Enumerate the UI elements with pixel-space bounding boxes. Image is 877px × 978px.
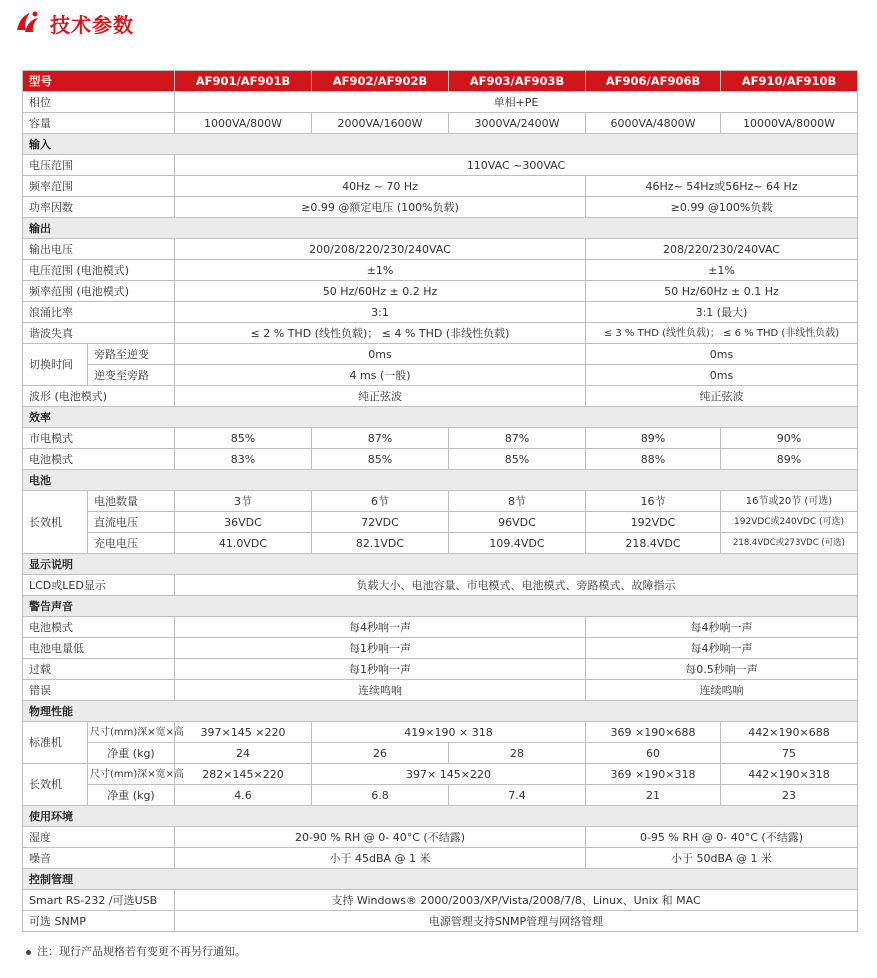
table-row (23, 155, 858, 176)
table-row (23, 302, 858, 323)
table-cell: 109.4VDC (449, 533, 586, 554)
row-label: Smart RS-232 /可选USB (23, 890, 175, 911)
table-row (23, 386, 858, 407)
section-title: 物理性能 (23, 701, 858, 722)
table-cell: 8节 (449, 491, 586, 512)
table-cell: 85% (449, 449, 586, 470)
table-row (23, 323, 858, 344)
table-row (23, 575, 858, 596)
section-row-physical (23, 701, 858, 722)
row-label: 谐波失真 (23, 323, 175, 344)
table-cell: ≤ 3 % THD (线性负载)； ≤ 6 % THD (非线性负载) (586, 323, 858, 344)
table-cell: 4.6 (175, 785, 312, 806)
table-cell: 6.8 (312, 785, 449, 806)
table-cell: 82.1VDC (312, 533, 449, 554)
table-cell: 单相+PE (175, 92, 858, 113)
table-cell: 16节或20节 (可选) (721, 491, 858, 512)
row-label: 尺寸(mm)深×宽×高 (88, 764, 175, 785)
table-cell: 3:1 (175, 302, 586, 323)
table-cell: 电源管理支持SNMP管理与网络管理 (175, 911, 858, 932)
table-cell: ≥0.99 @额定电压 (100%负载) (175, 197, 586, 218)
row-label: 频率范围 (23, 176, 175, 197)
table-cell: ±1% (175, 260, 586, 281)
row-label: 旁路至逆变 (88, 344, 175, 365)
table-cell: 218.4VDC或273VDC (可选) (721, 533, 858, 554)
row-label: 波形 (电池模式) (23, 386, 175, 407)
row-label: 容量 (23, 113, 175, 134)
table-cell: ±1% (586, 260, 858, 281)
row-label: 尺寸(mm)深×宽×高 (88, 722, 175, 743)
table-cell: 26 (312, 743, 449, 764)
table-cell: 60 (586, 743, 721, 764)
row-label: 净重 (kg) (88, 785, 175, 806)
table-cell: 208/220/230/240VAC (586, 239, 858, 260)
table-cell: 1000VA/800W (175, 113, 312, 134)
table-cell: 50 Hz/60Hz ± 0.1 Hz (586, 281, 858, 302)
section-title: 输入 (23, 134, 858, 155)
table-cell: 纯正弦波 (586, 386, 858, 407)
table-cell: 23 (721, 785, 858, 806)
table-cell: 4 ms (一般) (175, 365, 586, 386)
table-row (23, 617, 858, 638)
table-cell: 72VDC (312, 512, 449, 533)
table-row (23, 344, 858, 365)
row-label: 逆变至旁路 (88, 365, 175, 386)
section-row-input (23, 134, 858, 155)
table-cell: ≤ 2 % THD (线性负载)； ≤ 4 % THD (非线性负载) (175, 323, 586, 344)
table-row (23, 680, 858, 701)
header-cell-af910: AF910/AF910B (721, 71, 858, 92)
row-label: 充电电压 (88, 533, 175, 554)
table-cell: 89% (721, 449, 858, 470)
row-label: 频率范围 (电池模式) (23, 281, 175, 302)
table-cell: 192VDC或240VDC (可选) (721, 512, 858, 533)
table-cell: 2000VA/1600W (312, 113, 449, 134)
table-cell: 192VDC (586, 512, 721, 533)
table-cell: 369 ×190×688 (586, 722, 721, 743)
section-title: 显示说明 (23, 554, 858, 575)
table-cell: 110VAC ~300VAC (175, 155, 858, 176)
row-label: 噪音 (23, 848, 175, 869)
spec-table (22, 70, 858, 932)
table-cell: 442×190×688 (721, 722, 858, 743)
section-row-control (23, 869, 858, 890)
table-cell: 40Hz ~ 70 Hz (175, 176, 586, 197)
table-cell: 小于 45dBA @ 1 米 (175, 848, 586, 869)
row-label: 电压范围 (电池模式) (23, 260, 175, 281)
header-cell-af906: AF906/AF906B (586, 71, 721, 92)
row-label: 市电模式 (23, 428, 175, 449)
table-cell: 16节 (586, 491, 721, 512)
section-row-environment (23, 806, 858, 827)
table-row (23, 239, 858, 260)
page-title: 技术参数 (50, 12, 134, 37)
table-row (23, 533, 858, 554)
table-cell: 6节 (312, 491, 449, 512)
table-cell: 0ms (586, 344, 858, 365)
footnote-text: 注：现行产品规格若有变更不再另行通知。 (37, 945, 246, 958)
bullet-icon (26, 950, 31, 955)
table-cell: 0ms (586, 365, 858, 386)
section-title: 效率 (23, 407, 858, 428)
table-cell: 397×145 ×220 (175, 722, 312, 743)
table-cell: 89% (586, 428, 721, 449)
table-cell: 纯正弦波 (175, 386, 586, 407)
table-row (23, 848, 858, 869)
table-cell: 负载大小、电池容量、市电模式、电池模式、旁路模式、故障指示 (175, 575, 858, 596)
table-cell: 96VDC (449, 512, 586, 533)
section-row-display (23, 554, 858, 575)
table-row (23, 113, 858, 134)
row-label: 电池模式 (23, 617, 175, 638)
table-row (23, 512, 858, 533)
section-title: 控制管理 (23, 869, 858, 890)
table-cell: 46Hz~ 54Hz或56Hz~ 64 Hz (586, 176, 858, 197)
table-cell: 每1秒响一声 (175, 638, 586, 659)
row-group-label: 切换时间 (23, 344, 88, 386)
row-group-label: 标准机 (23, 722, 88, 764)
table-cell: 每4秒响一声 (175, 617, 586, 638)
row-label: 浪涌比率 (23, 302, 175, 323)
table-row (23, 491, 858, 512)
table-row (23, 365, 858, 386)
brand-logo-icon (14, 10, 42, 36)
table-cell: 连续鸣响 (586, 680, 858, 701)
row-label: 过载 (23, 659, 175, 680)
table-cell: 442×190×318 (721, 764, 858, 785)
table-cell: 3:1 (最大) (586, 302, 858, 323)
row-label: 可选 SNMP (23, 911, 175, 932)
table-row (23, 449, 858, 470)
row-group-label: 长效机 (23, 491, 88, 554)
row-label: 电池电量低 (23, 638, 175, 659)
table-cell: 36VDC (175, 512, 312, 533)
header-cell-af903: AF903/AF903B (449, 71, 586, 92)
table-cell: 28 (449, 743, 586, 764)
table-cell: 7.4 (449, 785, 586, 806)
table-cell: 6000VA/4800W (586, 113, 721, 134)
row-label: 直流电压 (88, 512, 175, 533)
table-cell: 75 (721, 743, 858, 764)
table-row (23, 176, 858, 197)
table-cell: 87% (449, 428, 586, 449)
table-cell: 3节 (175, 491, 312, 512)
row-label: 电压范围 (23, 155, 175, 176)
row-label: 错误 (23, 680, 175, 701)
table-cell: 369 ×190×318 (586, 764, 721, 785)
page-header (14, 8, 134, 38)
table-cell: 每1秒响一声 (175, 659, 586, 680)
table-cell: 397× 145×220 (312, 764, 586, 785)
table-cell: 85% (312, 449, 449, 470)
section-title: 使用环境 (23, 806, 858, 827)
table-cell: 24 (175, 743, 312, 764)
table-cell: 小于 50dBA @ 1 米 (586, 848, 858, 869)
table-row (23, 785, 858, 806)
table-row (23, 827, 858, 848)
row-label: 电池数量 (88, 491, 175, 512)
table-row (23, 659, 858, 680)
table-cell: 每0.5秒响一声 (586, 659, 858, 680)
table-cell: 3000VA/2400W (449, 113, 586, 134)
table-cell: 每4秒响一声 (586, 638, 858, 659)
table-cell: 0-95 % RH @ 0- 40°C (不结露) (586, 827, 858, 848)
header-cell-af902: AF902/AF902B (312, 71, 449, 92)
table-row (23, 890, 858, 911)
table-cell: 90% (721, 428, 858, 449)
footnote (26, 943, 246, 959)
row-label: 电池模式 (23, 449, 175, 470)
section-title: 电池 (23, 470, 858, 491)
table-cell: 21 (586, 785, 721, 806)
table-cell: 88% (586, 449, 721, 470)
section-title: 输出 (23, 218, 858, 239)
header-cell-af901: AF901/AF901B (175, 71, 312, 92)
table-row (23, 281, 858, 302)
section-row-output (23, 218, 858, 239)
row-label: 功率因数 (23, 197, 175, 218)
table-cell: ≥0.99 @100%负载 (586, 197, 858, 218)
row-label: LCD或LED显示 (23, 575, 175, 596)
table-cell: 每4秒响一声 (586, 617, 858, 638)
table-row (23, 638, 858, 659)
table-header-row (23, 71, 858, 92)
table-row (23, 197, 858, 218)
table-cell: 200/208/220/230/240VAC (175, 239, 586, 260)
table-row (23, 764, 858, 785)
row-label: 相位 (23, 92, 175, 113)
section-row-efficiency (23, 407, 858, 428)
table-row (23, 428, 858, 449)
header-cell-model: 型号 (23, 71, 175, 92)
table-cell: 10000VA/8000W (721, 113, 858, 134)
table-cell: 419×190 × 318 (312, 722, 586, 743)
row-group-label: 长效机 (23, 764, 88, 806)
table-cell: 85% (175, 428, 312, 449)
table-cell: 41.0VDC (175, 533, 312, 554)
section-row-alarm (23, 596, 858, 617)
table-cell: 87% (312, 428, 449, 449)
table-cell: 50 Hz/60Hz ± 0.2 Hz (175, 281, 586, 302)
table-row (23, 911, 858, 932)
table-row (23, 92, 858, 113)
table-cell: 282×145×220 (175, 764, 312, 785)
table-row (23, 743, 858, 764)
section-row-battery (23, 470, 858, 491)
row-label: 输出电压 (23, 239, 175, 260)
table-row (23, 260, 858, 281)
table-cell: 20-90 % RH @ 0- 40°C (不结露) (175, 827, 586, 848)
table-row (23, 722, 858, 743)
table-cell: 218.4VDC (586, 533, 721, 554)
section-title: 警告声音 (23, 596, 858, 617)
table-cell: 连续鸣响 (175, 680, 586, 701)
table-cell: 83% (175, 449, 312, 470)
row-label: 净重 (kg) (88, 743, 175, 764)
table-cell: 0ms (175, 344, 586, 365)
table-cell: 支持 Windows® 2000/2003/XP/Vista/2008/7/8、Linux、Unix 和 MAC (175, 890, 858, 911)
row-label: 湿度 (23, 827, 175, 848)
